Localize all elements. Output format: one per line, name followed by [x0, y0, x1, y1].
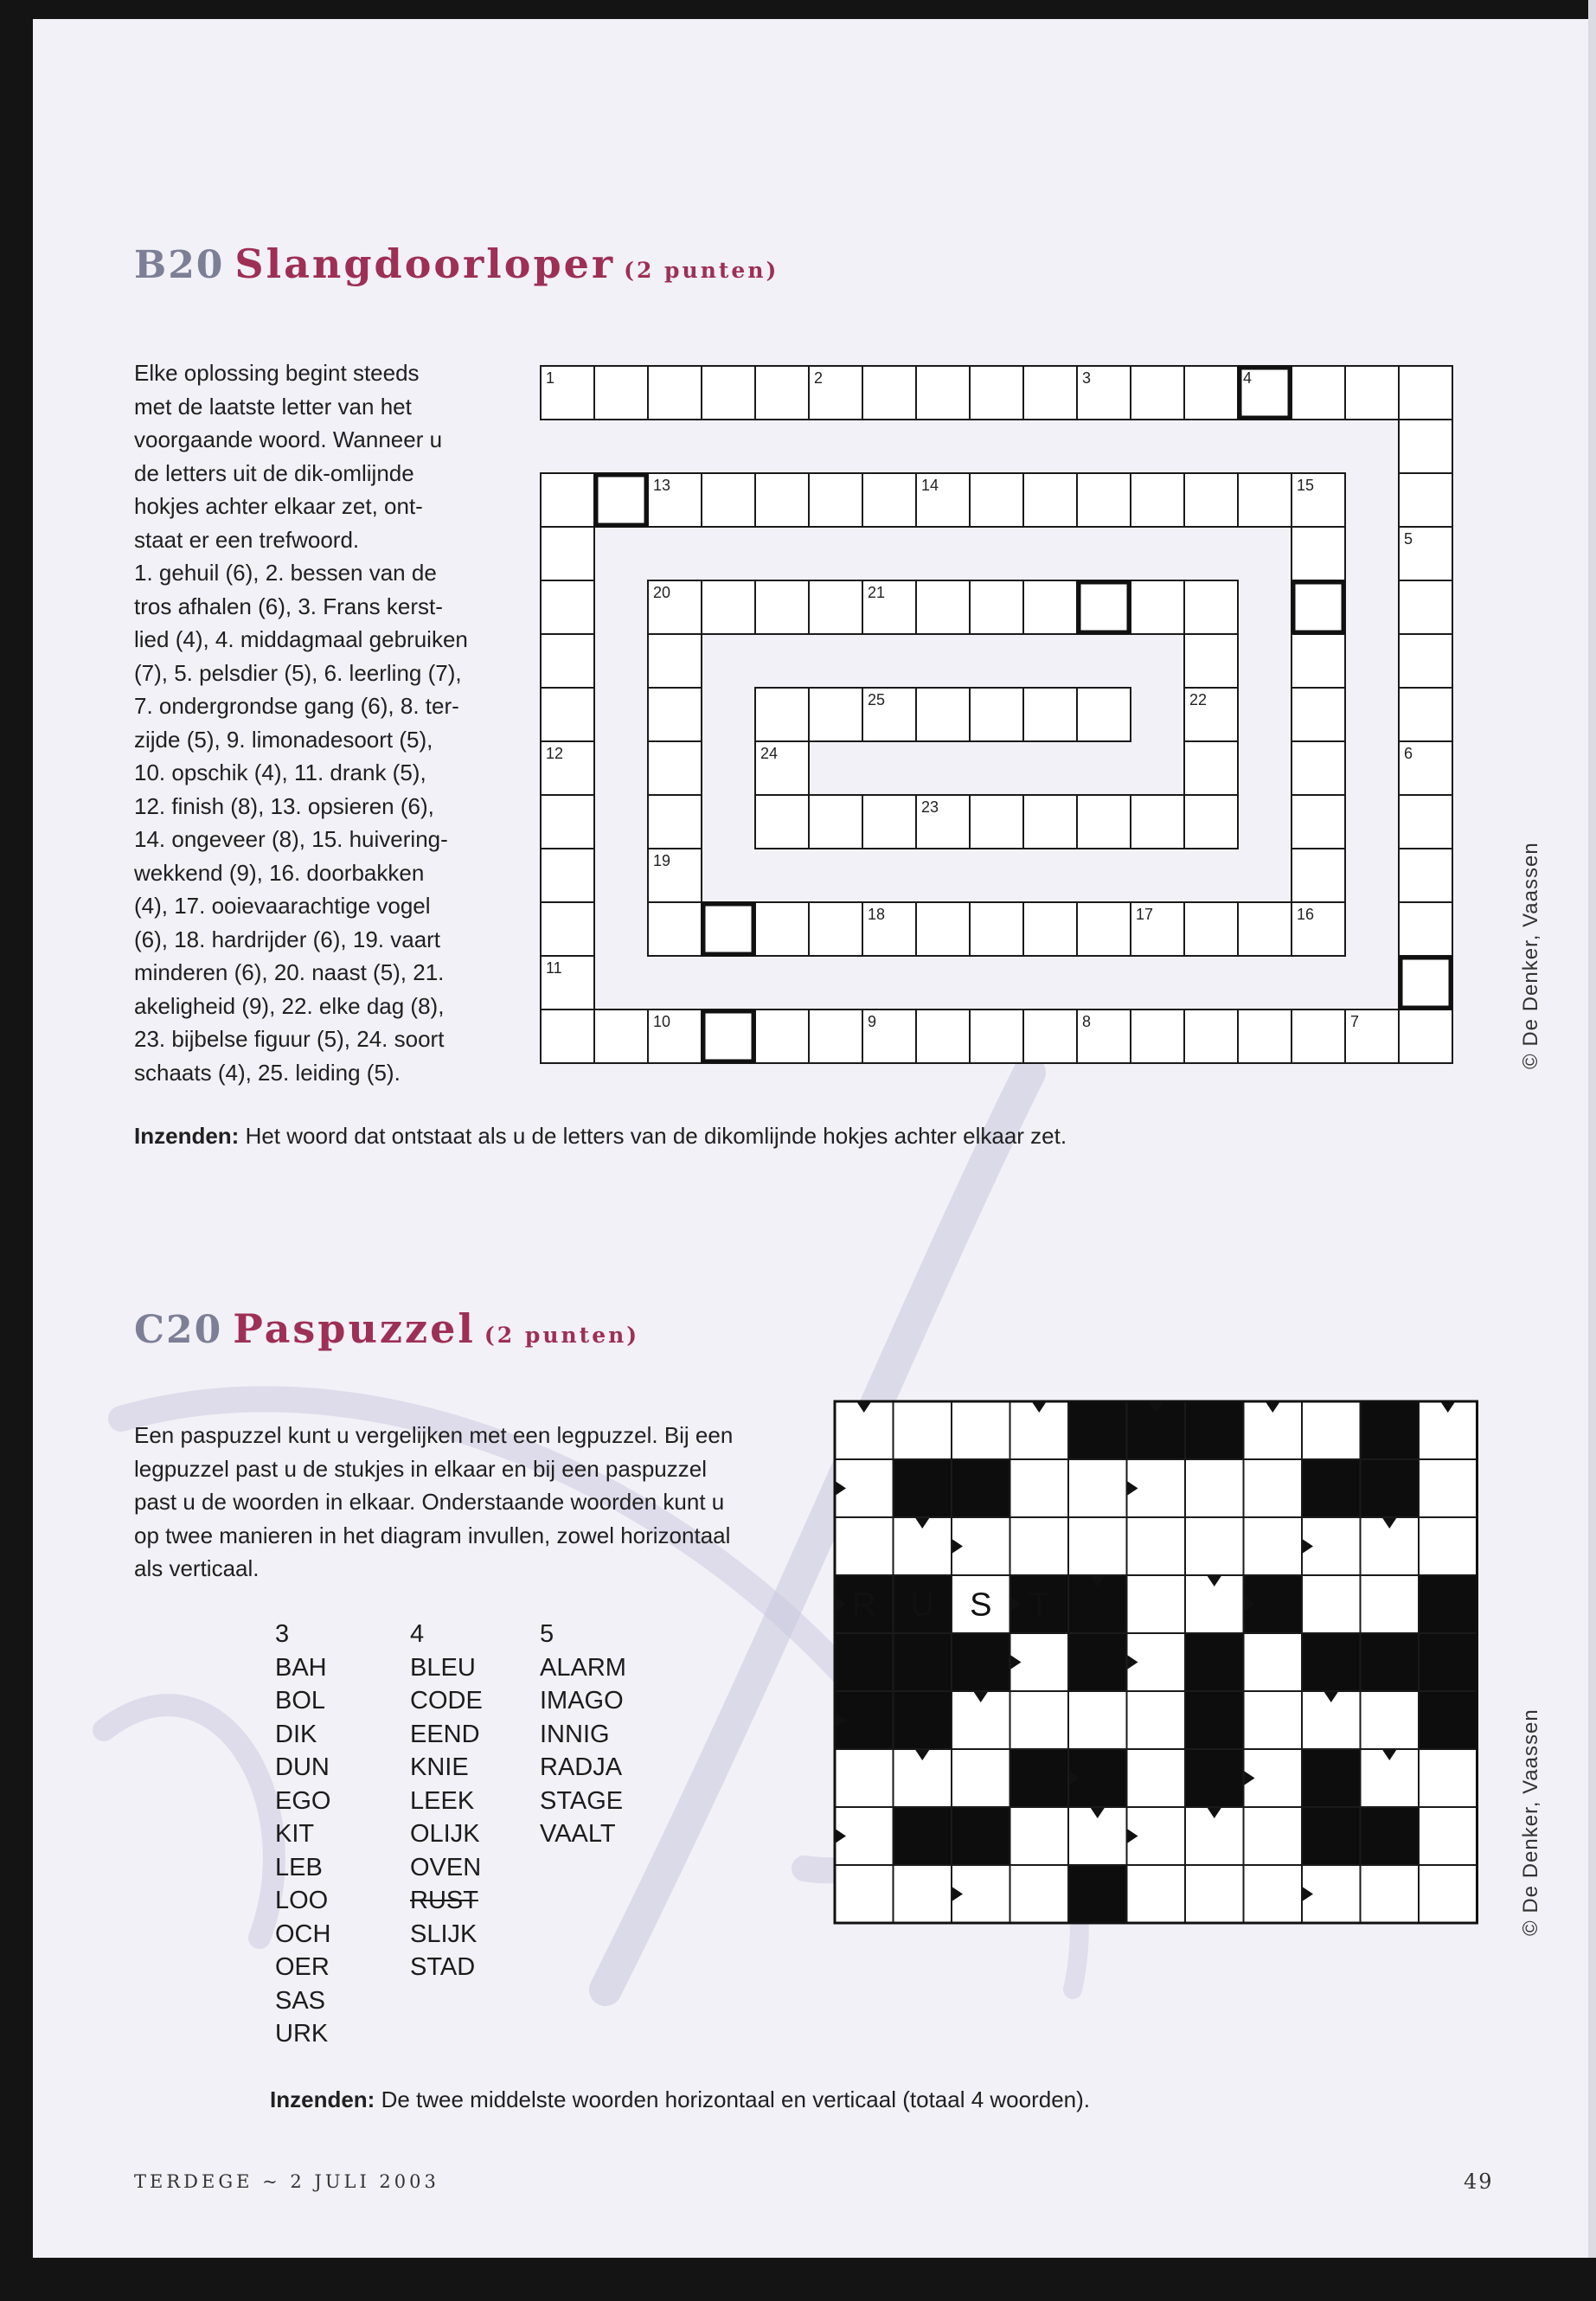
b20-cell[interactable]: [970, 366, 1023, 420]
b20-clue-number: 22: [1189, 691, 1208, 708]
c20-black-cell: [1185, 1633, 1244, 1691]
b20-cell[interactable]: [1292, 741, 1345, 795]
c20-cell[interactable]: [835, 1865, 894, 1923]
b20-cell[interactable]: [648, 366, 702, 420]
b20-cell[interactable]: [1023, 580, 1077, 634]
c20-black-cell: [1361, 1401, 1420, 1459]
b20-clue-number: 20: [653, 584, 671, 601]
c20-code: C20: [134, 1308, 223, 1352]
b20-intro-line: staat er een trefwoord.: [134, 526, 360, 553]
b20-clue-number: 12: [546, 745, 564, 762]
c20-black-cell: [1010, 1749, 1069, 1807]
b20-submit-line: [134, 1123, 1067, 1150]
b20-cell[interactable]: [1184, 580, 1238, 634]
c20-word: KNIE: [410, 1753, 469, 1781]
b20-clue-number: 13: [653, 477, 671, 494]
c20-word: BOL: [275, 1687, 326, 1715]
b20-cell[interactable]: [862, 366, 916, 420]
b20-cell[interactable]: [1292, 688, 1345, 741]
b20-clue-number: 1: [546, 369, 555, 387]
b20-cell[interactable]: [970, 902, 1023, 956]
b20-clue-number: 4: [1243, 369, 1253, 387]
b20-cell[interactable]: [970, 580, 1023, 634]
c20-word: IMAGO: [540, 1687, 624, 1715]
b20-intro-line: schaats (4), 25. leiding (5).: [134, 1059, 401, 1086]
b20-cell[interactable]: [1399, 1009, 1452, 1063]
c20-black-cell: [894, 1691, 952, 1749]
b20-cell[interactable]: [541, 849, 594, 902]
scan-edge-bottom: [0, 2258, 1596, 2301]
b20-intro-line: minderen (6), 20. naast (5), 21.: [134, 959, 445, 985]
b20-intro-line: (7), 5. pelsdier (5), 6. leerling (7),: [134, 659, 462, 686]
c20-black-cell: [894, 1807, 952, 1865]
b20-cell[interactable]: [1184, 902, 1238, 956]
b20-cell[interactable]: [970, 795, 1023, 849]
c20-cells: [835, 1401, 1477, 1923]
b20-clue-number: 19: [653, 852, 671, 869]
c20-intro-line: legpuzzel past u de stukjes in elkaar en bij een paspuzzel: [134, 1455, 707, 1482]
b20-intro-line: met de laatste letter van het: [134, 393, 412, 420]
b20-cell[interactable]: [970, 688, 1023, 741]
b20-clue-number: 11: [546, 959, 562, 977]
c20-black-cell: [1068, 1865, 1127, 1923]
b20-cell[interactable]: [755, 795, 809, 849]
b20-cell[interactable]: [916, 580, 970, 634]
c20-cell[interactable]: [1185, 1517, 1244, 1575]
c20-cell[interactable]: [1127, 1865, 1186, 1923]
c20-word: OLIJK: [410, 1820, 480, 1848]
b20-cell[interactable]: [755, 473, 809, 527]
b20-cell[interactable]: [1238, 1009, 1292, 1063]
b20-cell[interactable]: [594, 473, 648, 527]
c20-cell[interactable]: [1068, 1459, 1127, 1517]
c20-black-cell: [952, 1459, 1010, 1517]
c20-cell[interactable]: [1244, 1633, 1303, 1691]
b20-cell[interactable]: [1292, 634, 1345, 688]
footer-page-number: 49: [1464, 2170, 1494, 2194]
b20-instructions: [134, 356, 515, 1089]
b20-cell[interactable]: [541, 902, 594, 956]
c20-cell[interactable]: [952, 1749, 1010, 1807]
b20-intro-line: de letters uit de dik-omlijnde: [134, 459, 414, 486]
b20-cell[interactable]: [1399, 849, 1452, 902]
b20-cells: [541, 366, 1452, 1063]
b20-cell[interactable]: [809, 795, 862, 849]
b20-clue-number: 23: [921, 798, 939, 816]
c20-cell[interactable]: [1185, 1865, 1244, 1923]
b20-points: (2 punten): [624, 258, 779, 283]
b20-cell[interactable]: [702, 366, 755, 420]
b20-cell[interactable]: [1077, 902, 1131, 956]
c20-cell[interactable]: [1244, 1807, 1303, 1865]
b20-intro-line: 14. ongeveer (8), 15. huivering-: [134, 826, 448, 852]
c20-submit-text: De twee middelste woorden horizontaal en verticaal (totaal 4 woorden).: [375, 2086, 1091, 2112]
c20-cell[interactable]: [1068, 1691, 1127, 1749]
b20-cell[interactable]: [541, 527, 594, 580]
c20-cell[interactable]: [952, 1401, 1010, 1459]
b20-intro-line: hokjes achter elkaar zet, ont-: [134, 493, 423, 519]
b20-cell[interactable]: [1399, 366, 1452, 420]
b20-cell[interactable]: [648, 795, 702, 849]
b20-cell[interactable]: [1292, 849, 1345, 902]
c20-cell[interactable]: [1185, 1459, 1244, 1517]
c20-intro-line: als verticaal.: [134, 1555, 260, 1581]
b20-cell[interactable]: [755, 366, 809, 420]
b20-cell[interactable]: [1184, 634, 1238, 688]
b20-cell[interactable]: [541, 473, 594, 527]
b20-intro-line: tros afhalen (6), 3. Frans kerst-: [134, 593, 443, 619]
b20-cell[interactable]: [1023, 795, 1077, 849]
c20-cell[interactable]: [1127, 1691, 1186, 1749]
b20-intro-line: voorgaande woord. Wanneer u: [134, 426, 443, 452]
c20-black-cell: [1419, 1575, 1477, 1633]
c20-black-cell: [1419, 1691, 1477, 1749]
b20-cell[interactable]: [1238, 902, 1292, 956]
b20-clue-number: 24: [760, 745, 779, 762]
b20-cell[interactable]: [809, 688, 862, 741]
b20-code: B20: [134, 243, 225, 287]
b20-intro-line: 10. opschik (4), 11. drank (5),: [134, 760, 426, 785]
c20-word: STAD: [410, 1953, 476, 1981]
b20-cell[interactable]: [862, 473, 916, 527]
c20-black-cell: [952, 1807, 1010, 1865]
c20-black-cell: [1068, 1401, 1127, 1459]
b20-cell[interactable]: [755, 902, 809, 956]
b20-cell[interactable]: [1023, 688, 1077, 741]
c20-cell[interactable]: [1361, 1865, 1420, 1923]
b20-cell[interactable]: [648, 741, 702, 795]
c20-wordlist-4: [410, 1618, 483, 1984]
c20-word: KIT: [275, 1820, 315, 1848]
c20-word: OER: [275, 1953, 330, 1981]
c20-word: STAGE: [540, 1786, 624, 1815]
b20-cell[interactable]: [1292, 795, 1345, 849]
c20-cell[interactable]: [1010, 1517, 1069, 1575]
c20-cell[interactable]: [1419, 1865, 1477, 1923]
b20-cell[interactable]: [916, 1009, 970, 1063]
b20-cell[interactable]: [809, 1009, 862, 1063]
b20-cell[interactable]: [1023, 1009, 1077, 1063]
c20-cell[interactable]: [1010, 1459, 1069, 1517]
c20-black-cell: [1419, 1633, 1477, 1691]
b20-clue-number: 6: [1404, 745, 1413, 762]
c20-word: URK: [275, 2020, 329, 2048]
c20-word: OVEN: [410, 1853, 482, 1881]
b20-cell[interactable]: [1184, 1009, 1238, 1063]
c20-cell[interactable]: [1068, 1517, 1127, 1575]
b20-cell[interactable]: [1399, 420, 1452, 473]
c20-word: LEEK: [410, 1786, 475, 1815]
c20-wordlist-heading: 5: [540, 1620, 554, 1648]
b20-cell[interactable]: [809, 902, 862, 956]
c20-cell[interactable]: [1361, 1575, 1420, 1633]
b20-name: Slangdoorloper: [234, 240, 616, 287]
b20-intro-line: zijde (5), 9. limonadesoort (5),: [134, 726, 433, 753]
b20-cell[interactable]: [594, 366, 648, 420]
b20-cell[interactable]: [755, 688, 809, 741]
b20-clue-number: 16: [1297, 906, 1315, 923]
b20-cell[interactable]: [1399, 902, 1452, 956]
c20-cell[interactable]: [1127, 1517, 1186, 1575]
c20-points: (2 punten): [484, 1323, 640, 1348]
c20-wordlist-heading: 4: [410, 1620, 425, 1648]
c20-black-cell: [1361, 1633, 1420, 1691]
b20-clue-number: 10: [653, 1013, 671, 1030]
c20-cell[interactable]: [1127, 1575, 1186, 1633]
c20-instructions: [134, 1419, 800, 1586]
c20-word: SAS: [275, 1986, 326, 2015]
c20-black-cell: [1302, 1749, 1361, 1807]
b20-cell[interactable]: [541, 580, 594, 634]
c20-credit: © De Denker, Vaassen: [1519, 1708, 1542, 1936]
c20-cell[interactable]: [1419, 1749, 1477, 1807]
c20-black-cell: [835, 1633, 894, 1691]
b20-cell[interactable]: [1023, 366, 1077, 420]
b20-cell[interactable]: [648, 634, 702, 688]
scan-edge-left: [0, 0, 33, 2301]
b20-cell[interactable]: [755, 580, 809, 634]
b20-clue-number: 25: [868, 691, 886, 708]
c20-word: OCH: [275, 1920, 331, 1948]
b20-cell[interactable]: [1399, 473, 1452, 527]
b20-clue-number: 8: [1082, 1013, 1092, 1030]
b20-cell[interactable]: [1399, 580, 1452, 634]
b20-intro-line: (4), 17. ooievaarachtige vogel: [134, 893, 431, 919]
c20-grid-letter: R: [852, 1586, 876, 1624]
b20-cell[interactable]: [541, 634, 594, 688]
b20-cell[interactable]: [1292, 366, 1345, 420]
b20-intro-line: 12. finish (8), 13. opsieren (6),: [134, 792, 434, 819]
b20-intro-line: 23. bijbelse figuur (5), 24. soort: [134, 1026, 445, 1052]
b20-clue-number: 17: [1136, 906, 1154, 923]
b20-cell[interactable]: [702, 902, 755, 956]
c20-intro-line: op twee manieren in het diagram invullen, zowel horizontaal: [134, 1522, 731, 1548]
b20-cell[interactable]: [1131, 795, 1184, 849]
c20-title: [134, 1305, 639, 1352]
c20-cell[interactable]: [1302, 1575, 1361, 1633]
c20-word: LEB: [275, 1853, 323, 1881]
c20-cell[interactable]: [1244, 1865, 1303, 1923]
b20-cell[interactable]: [702, 1009, 755, 1063]
b20-clue-number: 3: [1082, 369, 1092, 387]
b20-clue-number: 15: [1297, 477, 1315, 494]
b20-cell[interactable]: [862, 795, 916, 849]
b20-clue-number: 14: [921, 477, 939, 494]
b20-clue-number: 18: [868, 906, 886, 923]
c20-cell[interactable]: [1010, 1691, 1069, 1749]
b20-submit-text: Het woord dat ontstaat als u de letters van de dikomlijnde hokjes achter elkaar zet.: [239, 1123, 1067, 1149]
c20-black-cell: [1068, 1633, 1127, 1691]
b20-cell[interactable]: [1345, 366, 1399, 420]
c20-cell[interactable]: [1127, 1749, 1186, 1807]
c20-word: EEND: [410, 1720, 480, 1748]
b20-cell[interactable]: [1184, 366, 1238, 420]
c20-word: BLEU: [410, 1653, 476, 1682]
c20-cell[interactable]: [894, 1865, 952, 1923]
c20-black-cell: [1361, 1459, 1420, 1517]
b20-cell[interactable]: [1399, 634, 1452, 688]
c20-submit-label: Inzenden:: [270, 2086, 375, 2112]
c20-black-cell: [1361, 1807, 1420, 1865]
c20-grid-letter: U: [910, 1586, 934, 1624]
b20-cell[interactable]: [1131, 366, 1184, 420]
c20-black-cell: [1185, 1749, 1244, 1807]
b20-cell[interactable]: [1077, 473, 1131, 527]
c20-submit-line: [270, 2086, 1090, 2113]
b20-cell[interactable]: [1023, 902, 1077, 956]
b20-intro-line: Elke oplossing begint steeds: [134, 360, 420, 386]
b20-intro-line: lied (4), 4. middagmaal gebruiken: [134, 626, 468, 652]
c20-black-cell: [1302, 1807, 1361, 1865]
c20-cell[interactable]: [894, 1401, 952, 1459]
c20-word: RUST: [410, 1887, 478, 1914]
b20-cell[interactable]: [1131, 473, 1184, 527]
c20-cell[interactable]: [835, 1749, 894, 1807]
b20-cell[interactable]: [809, 473, 862, 527]
b20-intro-line: akeligheid (9), 22. elke dag (8),: [134, 992, 445, 1019]
b20-cell[interactable]: [1023, 473, 1077, 527]
b20-cell[interactable]: [1399, 795, 1452, 849]
b20-cell[interactable]: [541, 1009, 594, 1063]
b20-cell[interactable]: [916, 688, 970, 741]
c20-word: DIK: [275, 1720, 317, 1748]
b20-cell[interactable]: [648, 902, 702, 956]
c20-black-cell: [1302, 1459, 1361, 1517]
b20-clue-number: 7: [1350, 1013, 1360, 1030]
scan-edge-top: [0, 0, 1596, 19]
c20-cell[interactable]: [1244, 1517, 1303, 1575]
b20-cell[interactable]: [1238, 473, 1292, 527]
b20-clue-number: 5: [1404, 530, 1413, 548]
c20-black-cell: [1302, 1633, 1361, 1691]
c20-word: RADJA: [540, 1753, 623, 1781]
c20-cell[interactable]: [1244, 1459, 1303, 1517]
b20-cell[interactable]: [916, 902, 970, 956]
scan-edge-right: [1588, 0, 1596, 2301]
b20-cell[interactable]: [702, 473, 755, 527]
c20-word: EGO: [275, 1786, 331, 1815]
c20-cell[interactable]: [1419, 1459, 1477, 1517]
c20-word: CODE: [410, 1687, 483, 1715]
c20-word: INNIG: [540, 1720, 610, 1748]
c20-grid-letter: T: [1029, 1586, 1049, 1624]
c20-word: SLIJK: [410, 1920, 478, 1948]
c20-cell[interactable]: [1244, 1691, 1303, 1749]
b20-cell[interactable]: [1131, 580, 1184, 634]
b20-clue-number: 9: [868, 1013, 877, 1030]
c20-fill-in-grid: [830, 1397, 1488, 1929]
c20-cell[interactable]: [1419, 1807, 1477, 1865]
b20-intro-line: 7. ondergrondse gang (6), 8. ter-: [134, 693, 459, 719]
b20-cell[interactable]: [1131, 1009, 1184, 1063]
b20-cell[interactable]: [1399, 956, 1452, 1009]
c20-black-cell: [952, 1633, 1010, 1691]
b20-intro-line: 1. gehuil (6), 2. bessen van de: [134, 560, 437, 586]
b20-cell[interactable]: [541, 688, 594, 741]
c20-wordlist-5: [540, 1618, 626, 1851]
b20-cell[interactable]: [1077, 795, 1131, 849]
b20-cell[interactable]: [1077, 580, 1131, 634]
c20-word: BAH: [275, 1653, 327, 1682]
b20-clue-number: 2: [814, 369, 824, 387]
c20-cell[interactable]: [1361, 1691, 1420, 1749]
footer-publication: TERDEGE ~ 2 JULI 2003: [134, 2171, 439, 2192]
c20-wordlist-heading: 3: [275, 1620, 290, 1648]
c20-black-cell: [1185, 1401, 1244, 1459]
b20-title: [134, 240, 779, 287]
c20-cell[interactable]: [1010, 1807, 1069, 1865]
b20-submit-label: Inzenden:: [134, 1123, 240, 1149]
c20-intro-line: past u de woorden in elkaar. Onderstaande woorden kunt u: [134, 1489, 725, 1515]
b20-cell[interactable]: [970, 1009, 1023, 1063]
b20-cell[interactable]: [1184, 473, 1238, 527]
b20-credit: © De Denker, Vaassen: [1519, 842, 1542, 1069]
c20-intro-line: Een paspuzzel kunt u vergelijken met een legpuzzel. Bij een: [134, 1422, 734, 1448]
b20-cell[interactable]: [1292, 527, 1345, 580]
b20-clue-number: 21: [868, 584, 886, 601]
b20-cell[interactable]: [916, 366, 970, 420]
c20-cell[interactable]: [835, 1517, 894, 1575]
b20-cell[interactable]: [648, 688, 702, 741]
c20-name: Paspuzzel: [233, 1305, 476, 1352]
c20-cell[interactable]: [1302, 1401, 1361, 1459]
b20-cell[interactable]: [970, 473, 1023, 527]
b20-cell[interactable]: [702, 580, 755, 634]
b20-cell[interactable]: [1184, 795, 1238, 849]
c20-word: VAALT: [540, 1820, 616, 1848]
c20-cell[interactable]: [1010, 1865, 1069, 1923]
c20-black-cell: [894, 1633, 952, 1691]
b20-cell[interactable]: [1292, 1009, 1345, 1063]
b20-intro-line: wekkend (9), 16. doorbakken: [134, 859, 425, 886]
c20-grid-letter: S: [970, 1586, 992, 1624]
b20-cell[interactable]: [755, 1009, 809, 1063]
b20-intro-line: (6), 18. hardrijder (6), 19. vaart: [134, 926, 441, 952]
b20-cell[interactable]: [541, 795, 594, 849]
b20-snake-grid: [536, 362, 1462, 1071]
b20-cell[interactable]: [809, 580, 862, 634]
b20-cell[interactable]: [1399, 688, 1452, 741]
b20-cell[interactable]: [1184, 741, 1238, 795]
c20-black-cell: [894, 1459, 952, 1517]
b20-cell[interactable]: [594, 1009, 648, 1063]
b20-cell[interactable]: [1077, 688, 1131, 741]
c20-word: LOO: [275, 1887, 329, 1914]
c20-word: ALARM: [540, 1653, 626, 1682]
c20-black-cell: [1185, 1691, 1244, 1749]
b20-cell[interactable]: [1292, 580, 1345, 634]
c20-cell[interactable]: [1419, 1517, 1477, 1575]
c20-word: DUN: [275, 1753, 330, 1781]
c20-wordlist-3: [275, 1618, 330, 2051]
